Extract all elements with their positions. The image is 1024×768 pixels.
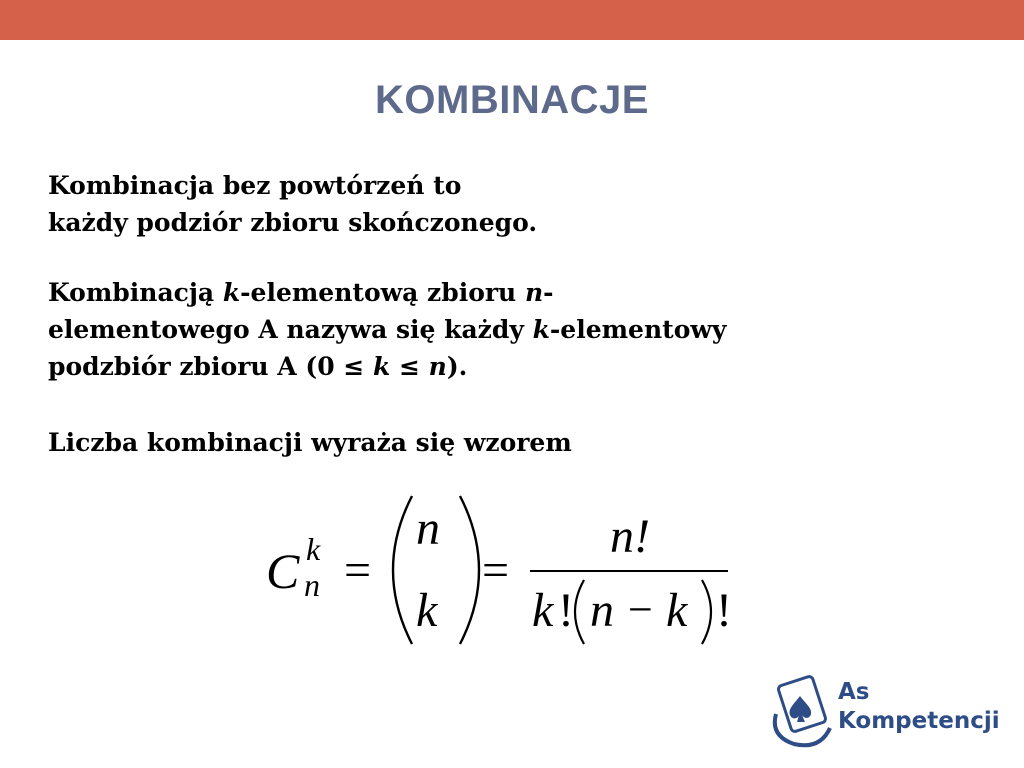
k-combination-line-1: Kombinacją k-elementową zbioru n- (48, 278, 554, 307)
as-kompetencji-logo (768, 672, 1000, 750)
k-combination-line-3: podzbiór zbioru A (0 ≤ k ≤ n). (48, 352, 468, 381)
definition-paragraph (48, 167, 948, 241)
formula-equals-2: = (482, 544, 510, 597)
denominator-k: k (532, 584, 554, 637)
formula-subscript-n: n (304, 567, 320, 603)
binom-top-n: n (416, 502, 440, 555)
denominator-factorial-1: ! (558, 584, 574, 637)
definition-line-1: Kombinacja bez powtórzeń to (48, 171, 462, 200)
slide-title: KOMBINACJE (375, 78, 649, 122)
k-combination-line-2: elementowego A nazywa się każdy k-elementowy (48, 315, 727, 344)
spade-card-icon (768, 674, 834, 748)
denominator-minus: − (628, 585, 653, 634)
top-accent-bar (0, 0, 1024, 40)
denominator-left-paren (575, 580, 584, 644)
denominator-k2: k (666, 584, 688, 637)
logo-text-kompetencji: Kompetencji (838, 708, 1000, 734)
fraction-numerator: n! (610, 510, 650, 563)
formula-svg (262, 488, 742, 656)
denominator-n: n (590, 584, 614, 637)
binom-right-paren (460, 496, 479, 644)
formula-intro-text: Liczba kombinacji wyraża się wzorem (48, 428, 572, 457)
formula-superscript-k: k (306, 531, 321, 567)
definition-line-2: każdy podziór zbioru skończonego. (48, 208, 538, 237)
denominator-factorial-2: ! (716, 584, 732, 637)
binom-bottom-k: k (416, 584, 438, 637)
logo-text-as: As (838, 679, 870, 705)
combination-formula (262, 488, 742, 656)
k-combination-paragraph (48, 274, 948, 385)
binom-left-paren (393, 496, 412, 644)
denominator-right-paren (702, 580, 711, 644)
formula-equals-1: = (344, 544, 372, 597)
formula-c-symbol: C (266, 543, 300, 599)
